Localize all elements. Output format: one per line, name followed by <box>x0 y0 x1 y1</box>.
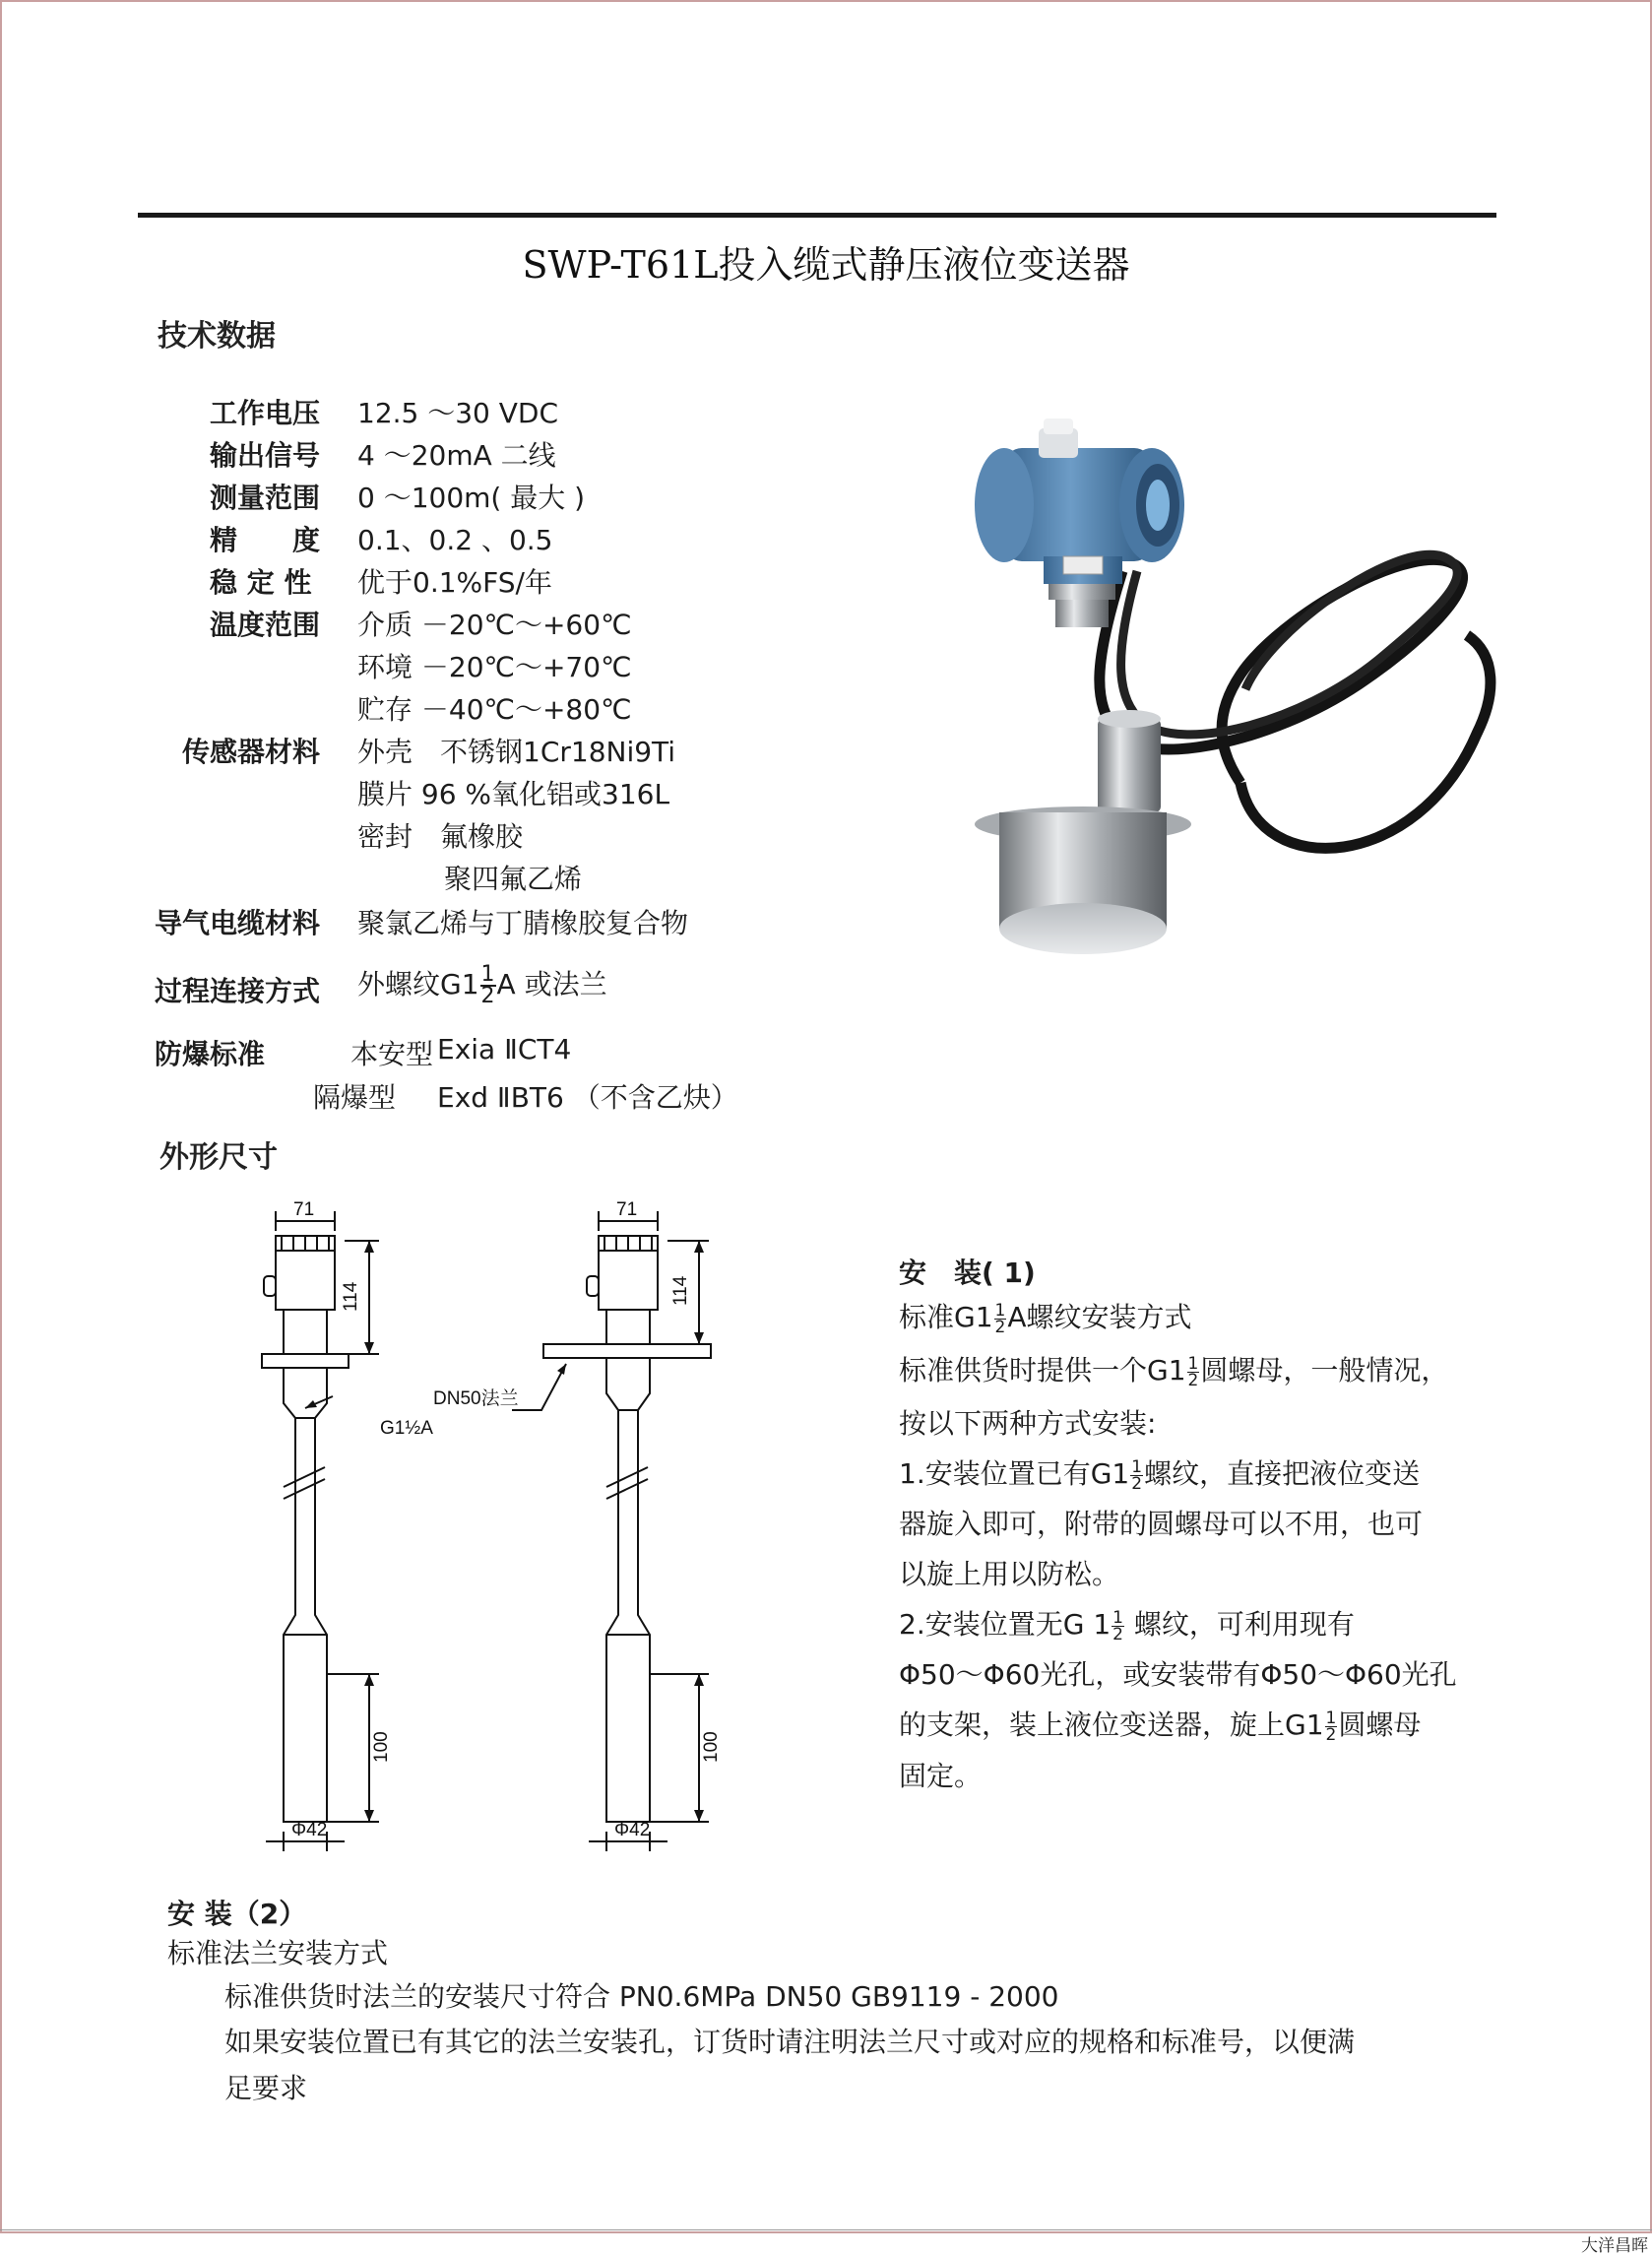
spec-explosion-label: 防爆标准 <box>155 1038 266 1070</box>
install1-line10: 固定。 <box>899 1760 983 1792</box>
dim-head-right: 114 <box>670 1275 691 1306</box>
spec-stability-label: 稳 定 性 <box>210 566 312 599</box>
explosion-intrinsic-type: 本安型 <box>350 1038 434 1070</box>
install1-line9 <box>899 1704 1421 1743</box>
spec-temperature-ambient: 环境 －20℃～+70℃ <box>357 651 632 683</box>
install2-line2: 如果安装位置已有其它的法兰安装孔，订货时请注明法兰尺寸或对应的规格和标准号，以便满 <box>224 2026 1356 2058</box>
explosion-flameproof-value: Exd ⅡBT6 （不含乙炔） <box>437 1081 738 1114</box>
explosion-intrinsic-value: Exia ⅡCT4 <box>437 1033 572 1065</box>
install1-line1 <box>899 1296 1192 1335</box>
dimension-drawing <box>246 1182 758 1871</box>
spec-connection-value <box>357 963 607 1006</box>
install1-line7-pre: 2.安装位置无G 1 <box>899 1608 1112 1641</box>
spec-output-label: 输出信号 <box>210 439 321 472</box>
frac-3 <box>1130 1456 1143 1494</box>
diaphragm <box>999 903 1167 954</box>
spec-temperature-storage: 贮存 －40℃～+80℃ <box>357 693 632 726</box>
thread-label-pre: G1 <box>380 1418 406 1439</box>
connection-fraction <box>480 962 496 1008</box>
install2-line1: 标准供货时法兰的安装尺寸符合 PN0.6MPa DN50 GB9119 - 2000 <box>224 1980 1059 2013</box>
install1-line6: 以旋上用以防松。 <box>899 1558 1120 1590</box>
frac-4-den: 2 <box>1112 1624 1123 1644</box>
thread-label-post: A <box>420 1418 433 1439</box>
install2-subtitle: 标准法兰安装方式 <box>167 1937 389 1969</box>
install1-line1-post: A螺纹安装方式 <box>1007 1301 1192 1333</box>
thread-label-frac: ½ <box>405 1418 421 1439</box>
spec-temperature-label: 温度范围 <box>210 609 321 641</box>
frac-1-den: 2 <box>994 1317 1006 1337</box>
spec-material-housing: 外壳 不锈钢1Cr18Ni9Ti <box>357 736 676 768</box>
install1-line9-post: 圆螺母 <box>1338 1709 1422 1741</box>
install1-line2-post: 圆螺母，一般情况， <box>1200 1354 1449 1386</box>
probe-body <box>1098 719 1161 812</box>
install2-heading: 安 装（2） <box>167 1898 307 1930</box>
frac-5-den: 2 <box>1325 1724 1337 1745</box>
header-rule <box>138 213 1496 218</box>
dim-width-left: 71 <box>293 1199 315 1220</box>
spec-voltage-label: 工作电压 <box>210 397 321 429</box>
dim-probe-left: 100 <box>371 1731 392 1763</box>
spec-range-value: 0 ～100m( 最大 ) <box>357 482 586 514</box>
install1-line2-pre: 标准供货时提供一个G1 <box>899 1354 1186 1386</box>
frac-5 <box>1325 1710 1338 1743</box>
install1-line4 <box>899 1452 1420 1492</box>
thread-label <box>380 1418 433 1439</box>
frac-1-num: 1 <box>994 1300 1006 1321</box>
spec-accuracy-label: 精 度 <box>210 524 321 556</box>
spec-output-value: 4 ～20mA 二线 <box>357 439 556 472</box>
install1-line4-post: 螺纹，直接把液位变送 <box>1144 1457 1421 1490</box>
connection-thread-text: 外螺纹G1 <box>357 968 479 1000</box>
section-tech-data: 技术数据 <box>158 319 276 354</box>
footer-rule <box>0 2229 1652 2230</box>
frac-2-den: 2 <box>1187 1370 1199 1390</box>
spec-material-seal: 密封 氟橡胶 <box>357 820 524 853</box>
spec-material-diaphragm: 膜片 96 %氧化铝或316L <box>357 778 670 810</box>
frac-3-den: 2 <box>1131 1473 1143 1494</box>
fraction-numerator: 1 <box>480 962 495 987</box>
spec-material-label: 传感器材料 <box>182 736 321 768</box>
spec-cable-value: 聚氯乙烯与丁腈橡胶复合物 <box>357 907 689 939</box>
fraction-denominator: 2 <box>480 984 495 1008</box>
spec-temperature-medium: 介质 －20℃～+60℃ <box>357 609 632 641</box>
install1-line4-pre: 1.安装位置已有G1 <box>899 1457 1130 1490</box>
connection-suffix-text: A 或法兰 <box>496 968 607 1000</box>
product-photo <box>945 409 1516 975</box>
spec-voltage-value: 12.5 ～30 VDC <box>357 397 559 429</box>
dim-head-left: 114 <box>341 1281 361 1312</box>
install1-line8: Φ50～Φ60光孔，或安装带有Φ50～Φ60光孔 <box>899 1658 1457 1691</box>
explosion-flameproof-type: 隔爆型 <box>313 1081 397 1114</box>
dim-probe-right: 100 <box>701 1731 722 1763</box>
spec-accuracy-value: 0.1、0.2 、0.5 <box>357 524 553 556</box>
install1-line1-pre: 标准G1 <box>899 1301 993 1333</box>
frac-4 <box>1112 1607 1124 1644</box>
left-nut <box>262 1354 349 1368</box>
frac-2 <box>1187 1353 1200 1390</box>
spec-cable-label: 导气电缆材料 <box>155 907 321 939</box>
dim-diameter-right: Φ42 <box>614 1820 651 1840</box>
spec-stability-value: 优于0.1%FS/年 <box>357 566 552 599</box>
frac-3-num: 1 <box>1131 1456 1143 1477</box>
install1-line3: 按以下两种方式安装: <box>899 1407 1157 1440</box>
spec-range-label: 测量范围 <box>210 482 321 514</box>
page-title: SWP-T61L投入缆式静压液位变送器 <box>522 243 1130 287</box>
dim-diameter-left: Φ42 <box>291 1820 328 1840</box>
install1-line7 <box>899 1603 1355 1643</box>
install1-line5: 器旋入即可，附带的圆螺母可以不用，也可 <box>899 1508 1424 1540</box>
spec-connection-label: 过程连接方式 <box>155 975 321 1007</box>
frac-5-num: 1 <box>1325 1708 1337 1728</box>
install1-line7-post: 螺纹，可利用现有 <box>1124 1608 1355 1641</box>
right-flange <box>543 1344 711 1358</box>
install1-line2 <box>899 1349 1448 1388</box>
dim-width-right: 71 <box>616 1199 638 1220</box>
install2-line3: 足要求 <box>224 2072 308 2104</box>
spec-material-seal-alt: 聚四氟乙烯 <box>444 863 583 895</box>
install1-heading: 安 装( 1) <box>899 1257 1036 1289</box>
section-dimensions: 外形尺寸 <box>159 1140 278 1175</box>
install1-line9-pre: 的支架，装上液位变送器，旋上G1 <box>899 1709 1324 1741</box>
frac-4-num: 1 <box>1112 1607 1123 1628</box>
frac-2-num: 1 <box>1187 1353 1199 1374</box>
flange-label: DN50法兰 <box>433 1388 519 1409</box>
frac-1 <box>994 1300 1007 1337</box>
footer-brand: 大洋昌晖 <box>1581 2236 1648 2256</box>
